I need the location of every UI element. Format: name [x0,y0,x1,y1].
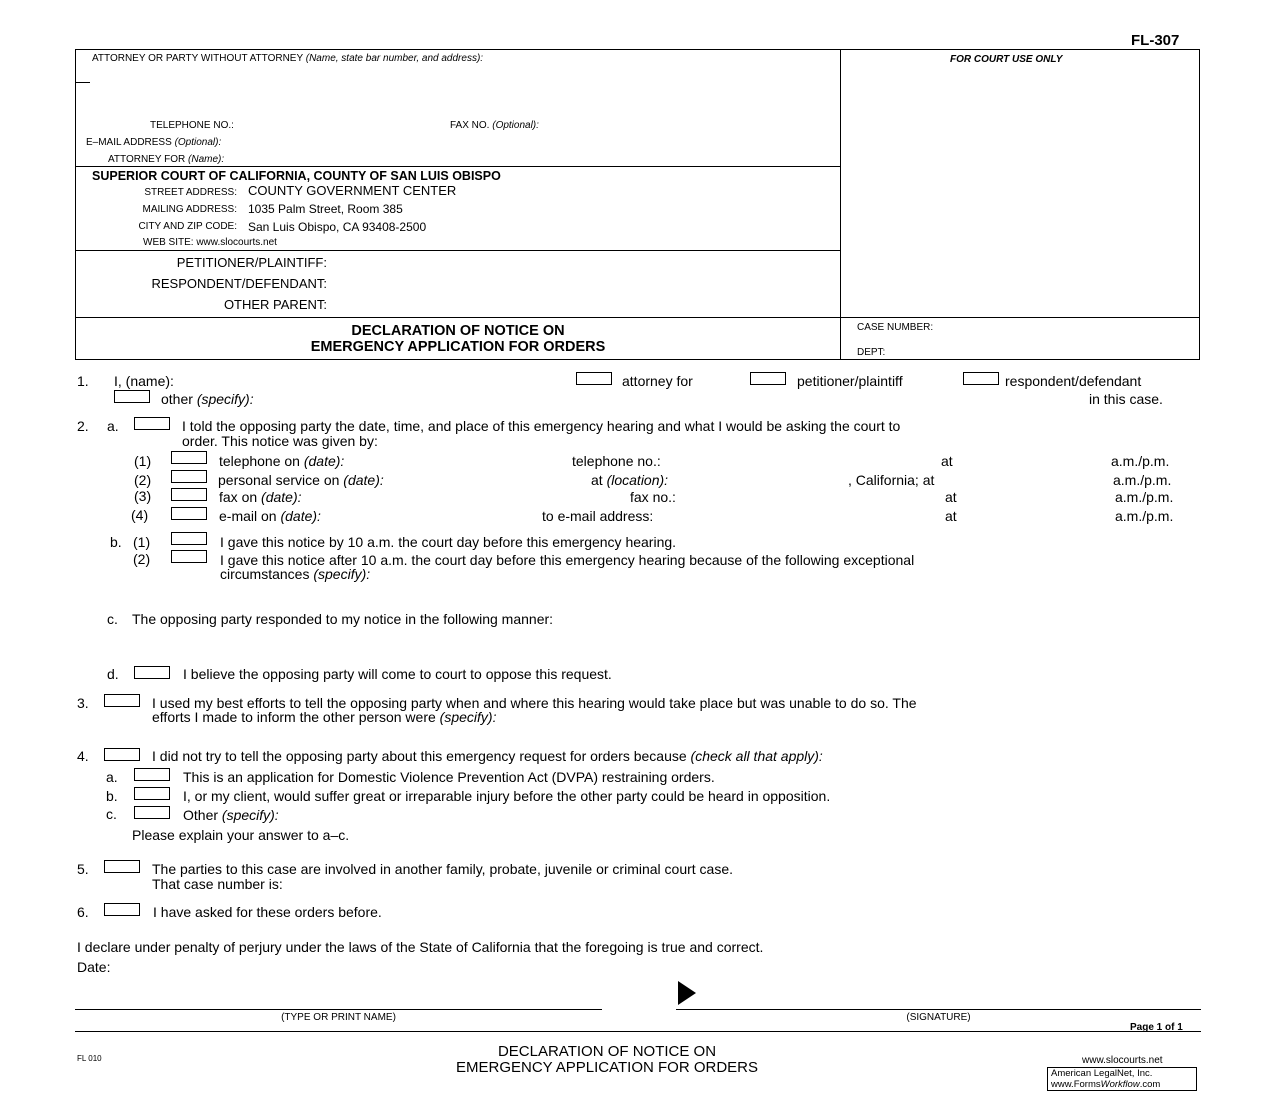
mailing-address-value: 1035 Palm Street, Room 385 [248,202,403,216]
print-name-line [75,1009,602,1010]
email-checkbox[interactable] [171,507,207,520]
item5-text-line1: The parties to this case are involved in another family, probate, juvenile or criminal court case. [152,861,734,877]
fax-method: fax on (date): [219,489,302,505]
personal-service-checkbox[interactable] [171,470,207,483]
item3-text-line1: I used my best efforts to tell the opposing party when and where this hearing would take place but was unable to do so. The [152,695,917,711]
attorney-label: ATTORNEY OR PARTY WITHOUT ATTORNEY (Name, state bar number, and address): [92,53,484,64]
email-at: at [945,508,957,524]
item2b1-number: (1) [133,534,151,550]
header-left-border [75,49,76,360]
respondent-checkbox[interactable] [963,372,999,385]
date-label: Date: [77,959,111,975]
method3-number: (3) [134,488,152,504]
item6-number: 6. [77,904,89,920]
item4-checkbox[interactable] [104,748,140,761]
telephone-checkbox[interactable] [171,451,207,464]
signature-label: (SIGNATURE) [906,1012,971,1023]
footer-divider [75,1031,1201,1032]
court-name: SUPERIOR COURT OF CALIFORNIA, COUNTY OF SAN LUIS OBISPO [92,169,501,183]
city-zip-value: San Luis Obispo, CA 93408-2500 [248,220,427,234]
item2c-text: The opposing party responded to my notice in the following manner: [132,611,554,627]
page-count: Page 1 of 1 [1130,1022,1183,1033]
publisher-name: American LegalNet, Inc. [1051,1068,1153,1079]
item3-checkbox[interactable] [104,694,140,707]
email-label: E–MAIL ADDRESS (Optional): [86,137,222,148]
item4c-label: c. [106,806,117,822]
print-name-label: (TYPE OR PRINT NAME) [281,1012,396,1023]
item2b1-checkbox[interactable] [171,532,207,545]
item2b2-checkbox[interactable] [171,550,207,563]
dept-label: DEPT: [857,347,886,358]
item2d-label: d. [107,666,119,682]
header-middle-divider [840,49,841,360]
petitioner-option: petitioner/plaintiff [797,373,903,389]
item2d-text: I believe the opposing party will come to court to oppose this request. [183,666,612,682]
item4-text: I did not try to tell the opposing party about this emergency request for orders because (check all that apply): [152,748,823,764]
form-title-line2: EMERGENCY APPLICATION FOR ORDERS [310,339,606,355]
personal-service-ampm: a.m./p.m. [1113,472,1172,488]
item2a-text-line1: I told the opposing party the date, time, and place of this emergency hearing and what I would be asking the court to [182,418,901,434]
personal-service-location-label: at (location): [591,472,669,488]
item2a-checkbox[interactable] [134,417,170,430]
item2b2-text-line1: I gave this notice after 10 a.m. the court day before this emergency hearing because of the following exceptional [220,552,915,568]
header-top-border [75,49,1200,50]
title-section-divider [75,317,1200,318]
item1-number: 1. [77,373,89,389]
email-ampm: a.m./p.m. [1115,508,1174,524]
method2-number: (2) [134,472,152,488]
court-website: WEB SITE: www.slocourts.net [143,237,277,248]
email-address-label: to e-mail address: [542,508,654,524]
item4b-text: I, or my client, would suffer great or irreparable injury before the other party could be heard in opposition. [183,788,831,804]
other-checkbox[interactable] [114,390,150,403]
item4a-checkbox[interactable] [134,768,170,781]
attorney-address-mark [76,82,90,83]
fax-ampm: a.m./p.m. [1115,489,1174,505]
attorney-for-label: ATTORNEY FOR (Name): [108,154,225,165]
item6-checkbox[interactable] [104,903,140,916]
court-section-divider [75,250,840,251]
item4-number: 4. [77,748,89,764]
item6-text: I have asked for these orders before. [153,904,382,920]
item3-number: 3. [77,695,89,711]
mailing-address-label: MAILING ADDRESS: [142,204,237,215]
item5-text-line2: That case number is: [152,876,283,892]
case-number-label: CASE NUMBER: [857,322,934,333]
method1-number: (1) [134,453,152,469]
publisher-link[interactable]: www.FormsWorkflow.com [1051,1079,1161,1090]
publisher-box [1047,1067,1197,1091]
item4a-text: This is an application for Domestic Violence Prevention Act (DVPA) restraining orders. [183,769,715,785]
item2a-text-line2: order. This notice was given by: [182,433,378,449]
footer-form-code: FL 010 [77,1054,102,1063]
form-title-line1: DECLARATION OF NOTICE ON [351,323,565,339]
item2-number: 2. [77,418,89,434]
item3-text-line2: efforts I made to inform the other person were (specify): [152,709,497,725]
perjury-declaration: I declare under penalty of perjury under the laws of the State of California that the foregoing is true and correct. [77,939,764,955]
item4c-text: Other (specify): [183,807,279,823]
item5-number: 5. [77,861,89,877]
item4b-checkbox[interactable] [134,787,170,800]
item2b2-text-line2: circumstances (specify): [220,566,371,582]
item2b-label: b. [110,534,122,550]
respondent-label: RESPONDENT/DEFENDANT: [151,276,327,291]
item4-explain: Please explain your answer to a–c. [132,827,350,843]
fax-number-label: fax no.: [630,489,676,505]
personal-service-california: , California; at [848,472,935,488]
street-address-value: COUNTY GOVERNMENT CENTER [248,183,457,198]
footer-title-line1: DECLARATION OF NOTICE ON [497,1043,717,1060]
item2b1-text: I gave this notice by 10 a.m. the court day before this emergency hearing. [220,534,677,550]
item4b-label: b. [106,788,118,804]
petitioner-label: PETITIONER/PLAINTIFF: [176,255,327,270]
attorney-for-option: attorney for [622,373,693,389]
attorney-for-checkbox[interactable] [576,372,612,385]
form-number: FL-307 [1131,32,1180,49]
sign-here-arrow-icon [676,980,698,1006]
email-method: e-mail on (date): [219,508,321,524]
fax-checkbox[interactable] [171,488,207,501]
item2a-label: a. [107,418,119,434]
other-option: other (specify): [161,391,254,407]
item2b2-number: (2) [133,551,151,567]
fax-label: FAX NO. (Optional): [450,120,539,131]
item4a-label: a. [106,769,118,785]
item2d-checkbox[interactable] [134,666,170,679]
telephone-ampm: a.m./p.m. [1111,453,1170,469]
other-parent-label: OTHER PARENT: [223,297,327,312]
petitioner-checkbox[interactable] [750,372,786,385]
city-zip-label: CITY AND ZIP CODE: [138,221,237,232]
signature-line [676,1009,1201,1010]
item1-name-label: I, (name): [114,373,174,389]
item5-checkbox[interactable] [104,860,140,873]
attorney-section-divider [75,166,840,167]
telephone-method: telephone on (date): [219,453,345,469]
telephone-number-label: telephone no.: [572,453,661,469]
telephone-at: at [941,453,953,469]
court-use-label: FOR COURT USE ONLY [950,54,1063,65]
header-bottom-border [75,359,1200,360]
telephone-label: TELEPHONE NO.: [150,120,234,131]
street-address-label: STREET ADDRESS: [144,187,237,198]
header-right-border [1199,49,1200,360]
respondent-option: respondent/defendant [1005,373,1142,389]
fax-at: at [945,489,957,505]
item4c-checkbox[interactable] [134,806,170,819]
personal-service-method: personal service on (date): [218,472,384,488]
footer-website: www.slocourts.net [1082,1055,1163,1066]
footer-title-line2: EMERGENCY APPLICATION FOR ORDERS [456,1059,758,1076]
item2c-label: c. [107,611,118,627]
method4-number: (4) [131,507,149,523]
in-this-case: in this case. [1089,391,1163,407]
